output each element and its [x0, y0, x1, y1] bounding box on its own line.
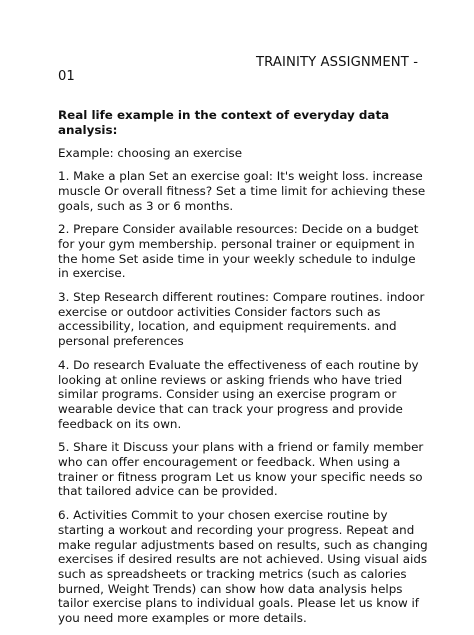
- paragraph-step-4: 4. Do research Evaluate the effectiveness of each routine by looking at online reviews or asking friends who have tried similar programs. Consider using an exercise program or wearable device that can track your progress and provide feedback on its own.: [58, 357, 419, 431]
- document-title: TRAINITY ASSIGNMENT -: [256, 55, 419, 70]
- example-label: Example: choosing an exercise: [58, 146, 243, 161]
- paragraph-step-3: 3. Step Research different routines: Compare routines. indoor exercise or outdoor activities Consider factors such as accessibility, location, and equipment requirements. and personal preferences: [58, 290, 425, 349]
- document-title-continuation: 01: [58, 69, 75, 84]
- paragraph-step-6: 6. Activities Commit to your chosen exercise routine by starting a workout and recording your progress. Repeat and make regular adjustments based on results, such as changing exercises if desired results are not achieved. Using visual aids such as spreadsheets or tracking metrics (such as calories burned, Weight Trends) can show how data analysis helps tailor exercise plans to individual goals. Please let us know if you need more examples or more details.: [58, 508, 428, 626]
- document-body: [58, 108, 428, 635]
- paragraph-step-2: 2. Prepare Consider available resources: Decide on a budget for your gym membership. personal trainer or equipment in the home Set aside time in your weekly schedule to indulge in exercise.: [58, 222, 419, 281]
- section-heading: Real life example in the context of everyday data analysis:: [58, 108, 390, 137]
- paragraph-step-5: 5. Share it Discuss your plans with a friend or family member who can offer encouragement or feedback. When using a trainer or fitness program Let us know your specific needs so that tailored advice can be provided.: [58, 440, 424, 499]
- paragraph-step-1: 1. Make a plan Set an exercise goal: It's weight loss. increase muscle Or overall fitness? Set a time limit for achieving these goals, such as 3 or 6 months.: [58, 169, 426, 213]
